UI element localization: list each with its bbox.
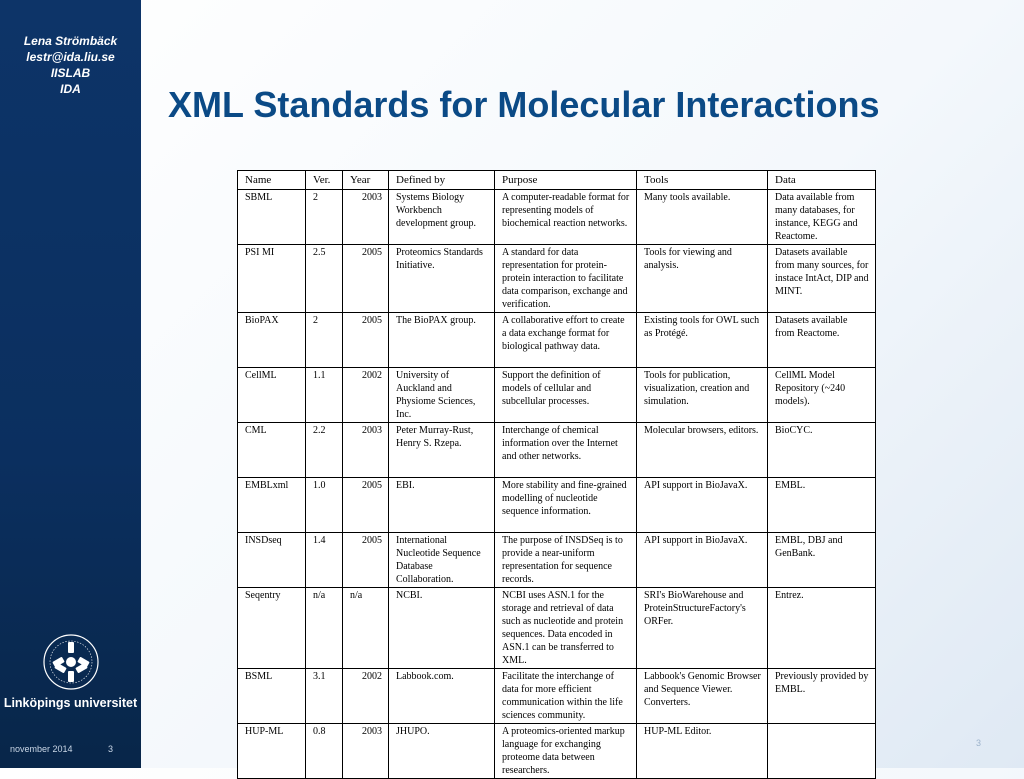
cell-data: Previously provided by EMBL.: [768, 669, 876, 724]
table-row: [238, 669, 876, 724]
cell-year: 2003: [343, 190, 389, 245]
cell-version: 3.1: [306, 669, 343, 724]
standards-table: [237, 170, 876, 779]
cell-defined-by: The BioPAX group.: [389, 313, 495, 368]
cell-version: 2.5: [306, 245, 343, 313]
cell-purpose: Facilitate the interchange of data for more efficient communication within the life sciences community.: [495, 669, 637, 724]
col-header-defined-by: Defined by: [389, 171, 495, 190]
cell-version: 1.1: [306, 368, 343, 423]
table-row: [238, 245, 876, 313]
footer-page-number: 3: [108, 744, 114, 754]
cell-year: 2005: [343, 533, 389, 588]
cell-purpose: NCBI uses ASN.1 for the storage and retrieval of data such as nucleotide and protein sequences. Data encoded in ASN.1 can be transferred to XML.: [495, 588, 637, 669]
cell-version: n/a: [306, 588, 343, 669]
footer-date: november 2014: [10, 744, 73, 754]
cell-data: Datasets available from many sources, for instace IntAct, DIP and MINT.: [768, 245, 876, 313]
cell-purpose: More stability and fine-grained modelling of nucleotide sequence information.: [495, 478, 637, 533]
cell-name: CML: [238, 423, 306, 478]
cell-defined-by: Proteomics Standards Initiative.: [389, 245, 495, 313]
cell-year: 2002: [343, 669, 389, 724]
cell-data: [768, 724, 876, 779]
cell-version: 0.8: [306, 724, 343, 779]
cell-name: Seqentry: [238, 588, 306, 669]
table-header-row: [238, 171, 876, 190]
table-row: [238, 423, 876, 478]
cell-year: 2002: [343, 368, 389, 423]
cell-name: SBML: [238, 190, 306, 245]
cell-year: 2003: [343, 423, 389, 478]
cell-version: 1.0: [306, 478, 343, 533]
cell-year: 2005: [343, 313, 389, 368]
cell-name: CellML: [238, 368, 306, 423]
cell-tools: API support in BioJavaX.: [637, 533, 768, 588]
cell-version: 2: [306, 190, 343, 245]
slide-title: XML Standards for Molecular Interactions: [168, 84, 880, 125]
lab-name: IISLAB: [50, 66, 91, 80]
cell-year: n/a: [343, 588, 389, 669]
cell-defined-by: JHUPO.: [389, 724, 495, 779]
author-email: lestr@ida.liu.se: [26, 50, 115, 64]
cell-tools: API support in BioJavaX.: [637, 478, 768, 533]
cell-year: 2005: [343, 478, 389, 533]
col-header-name: Name: [238, 171, 306, 190]
cell-purpose: Support the definition of models of cellular and subcellular processes.: [495, 368, 637, 423]
cell-defined-by: EBI.: [389, 478, 495, 533]
col-header-year: Year: [343, 171, 389, 190]
col-header-tools: Tools: [637, 171, 768, 190]
table-row: [238, 368, 876, 423]
table-row: [238, 724, 876, 779]
cell-purpose: Interchange of chemical information over the Internet and other networks.: [495, 423, 637, 478]
cell-data: Datasets available from Reactome.: [768, 313, 876, 368]
cell-year: 2005: [343, 245, 389, 313]
cell-data: Entrez.: [768, 588, 876, 669]
cell-tools: Tools for viewing and analysis.: [637, 245, 768, 313]
cell-version: 1.4: [306, 533, 343, 588]
cell-data: EMBL.: [768, 478, 876, 533]
cell-purpose: A computer-readable format for representing models of biochemical reaction networks.: [495, 190, 637, 245]
col-header-data: Data: [768, 171, 876, 190]
cell-name: BSML: [238, 669, 306, 724]
university-logo: [0, 632, 141, 710]
dept-name: IDA: [60, 82, 81, 96]
cell-purpose: A standard for data representation for protein-protein interaction to facilitate data comparison, exchange and verification.: [495, 245, 637, 313]
cell-tools: Labbook's Genomic Browser and Sequence Viewer. Converters.: [637, 669, 768, 724]
cell-tools: Many tools available.: [637, 190, 768, 245]
cell-defined-by: Labbook.com.: [389, 669, 495, 724]
table-row: [238, 533, 876, 588]
cell-defined-by: Systems Biology Workbench development group.: [389, 190, 495, 245]
cell-tools: HUP-ML Editor.: [637, 724, 768, 779]
table-row: [238, 313, 876, 368]
cell-purpose: A proteomics-oriented markup language for exchanging proteome data between researchers.: [495, 724, 637, 779]
cell-name: HUP-ML: [238, 724, 306, 779]
cell-data: EMBL, DBJ and GenBank.: [768, 533, 876, 588]
col-header-version: Ver.: [306, 171, 343, 190]
cell-tools: SRI's BioWarehouse and ProteinStructureFactory's ORFer.: [637, 588, 768, 669]
cell-version: 2.2: [306, 423, 343, 478]
author-name: Lena Strömbäck: [23, 34, 118, 48]
table-row: [238, 190, 876, 245]
col-header-purpose: Purpose: [495, 171, 637, 190]
cell-defined-by: International Nucleotide Sequence Database Collaboration.: [389, 533, 495, 588]
cell-version: 2: [306, 313, 343, 368]
cell-data: BioCYC.: [768, 423, 876, 478]
cell-name: EMBLxml: [238, 478, 306, 533]
cell-tools: Molecular browsers, editors.: [637, 423, 768, 478]
cell-purpose: The purpose of INSDSeq is to provide a near-uniform representation for sequence records.: [495, 533, 637, 588]
cell-name: PSI MI: [238, 245, 306, 313]
sidebar: [0, 0, 141, 768]
cell-tools: Existing tools for OWL such as Protégé.: [637, 313, 768, 368]
cell-data: CellML Model Repository (~240 models).: [768, 368, 876, 423]
cell-tools: Tools for publication, visualization, creation and simulation.: [637, 368, 768, 423]
cell-defined-by: Peter Murray-Rust, Henry S. Rzepa.: [389, 423, 495, 478]
cell-data: Data available from many databases, for instance, KEGG and Reactome.: [768, 190, 876, 245]
cell-purpose: A collaborative effort to create a data exchange format for biological pathway data.: [495, 313, 637, 368]
author-block: [0, 33, 141, 97]
cell-name: INSDseq: [238, 533, 306, 588]
table-row: [238, 588, 876, 669]
cell-name: BioPAX: [238, 313, 306, 368]
slide-number-right: 3: [976, 738, 982, 748]
cell-defined-by: NCBI.: [389, 588, 495, 669]
university-seal-icon: [41, 632, 101, 692]
university-name: Linköpings universitet: [3, 696, 138, 710]
cell-year: 2003: [343, 724, 389, 779]
table-row: [238, 478, 876, 533]
cell-defined-by: University of Auckland and Physiome Sciences, Inc.: [389, 368, 495, 423]
